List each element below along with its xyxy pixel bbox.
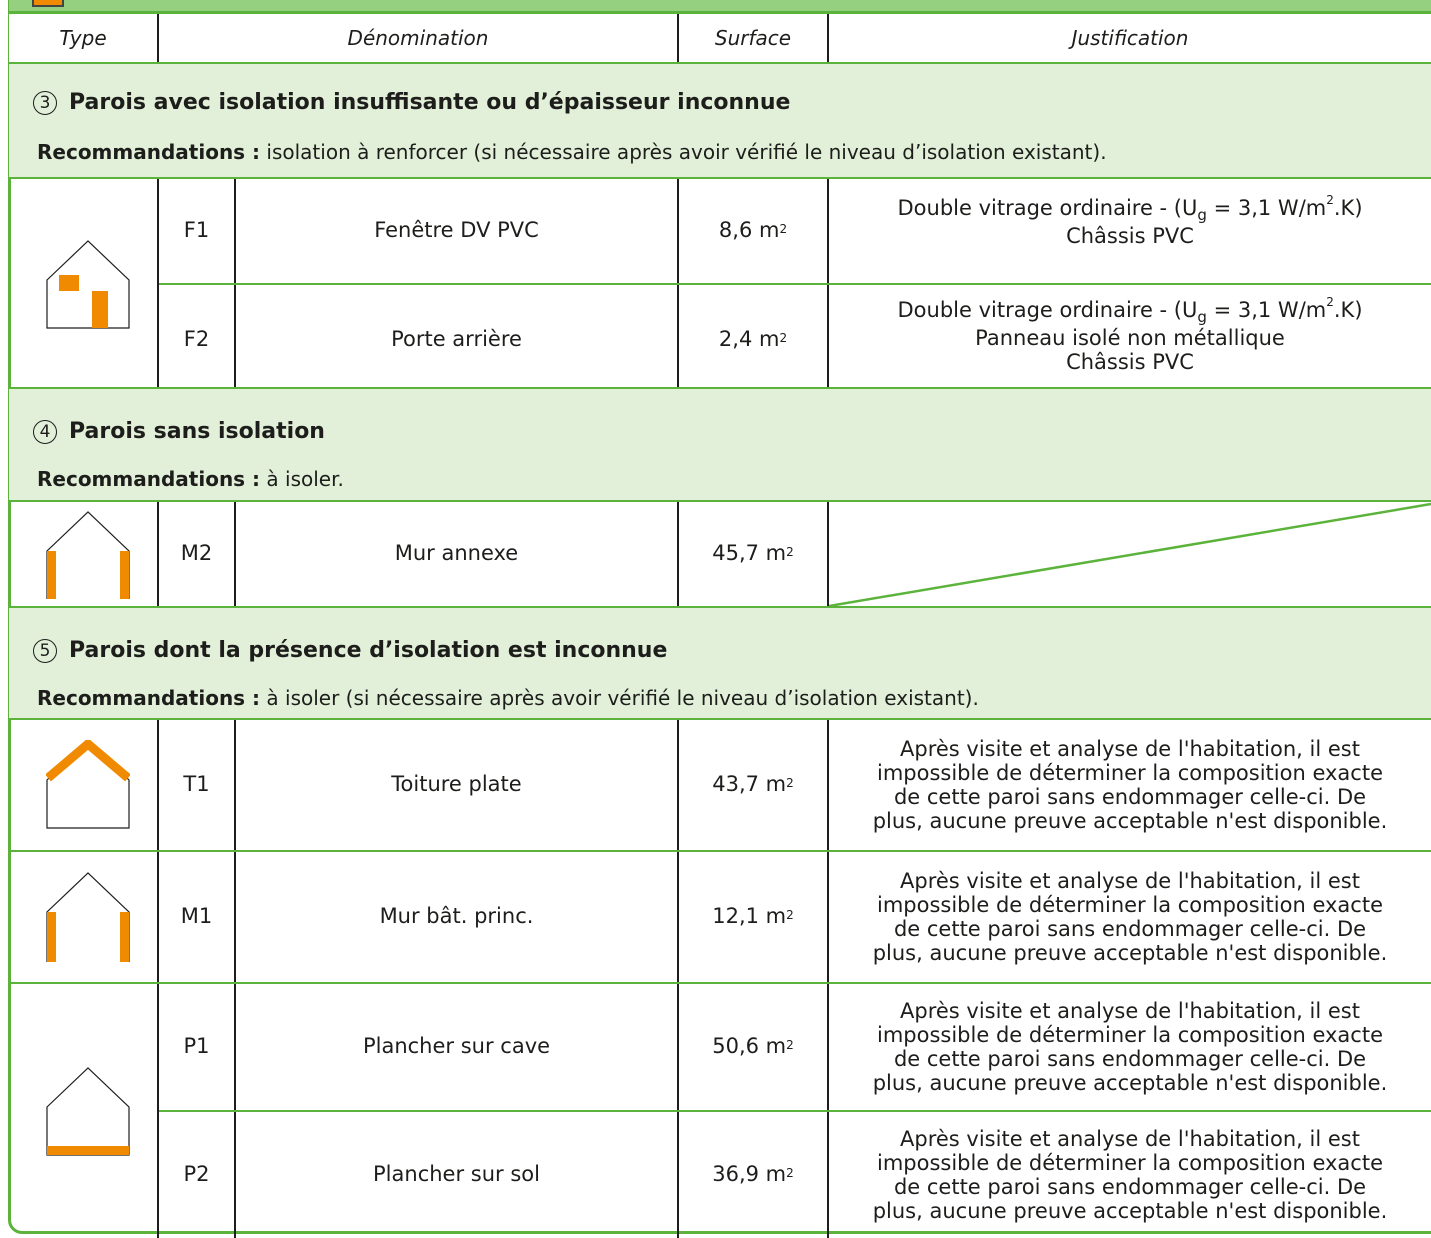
row-p1-name: Plancher sur cave — [362, 1034, 551, 1059]
row-m2-name: Mur annexe — [394, 541, 519, 566]
wall-house-icon — [46, 511, 130, 599]
row-t1-surface: 43,7 m $^2$ — [712, 772, 794, 797]
wall-house-icon — [46, 872, 130, 962]
section-4-recommendation: Recommandations : à isoler. — [37, 467, 344, 491]
header-type: Type — [59, 26, 107, 50]
row-f1-code: F1 — [183, 218, 210, 243]
header-justification: Justification — [1071, 26, 1189, 50]
section-4-number: 4 — [33, 420, 57, 444]
section-4 — [9, 389, 1431, 500]
section-3-title: 3 Parois avec isolation insuffisante ou d’épaisseur inconnue — [33, 90, 790, 115]
row-t1-code: T1 — [183, 772, 210, 797]
section-5-title: 5 Parois dont la présence d’isolation est inconnue — [33, 638, 667, 663]
row-p1-code: P1 — [183, 1034, 210, 1059]
row-t1-justification: Après visite et analyse de l'habitation, il est impossible de déterminer la composition exacte de cette paroi sans endommager celle-ci. De plus, aucune preuve acceptable n'est disponible. — [872, 736, 1388, 834]
roof-house-icon — [46, 740, 130, 830]
row-p1-surface: 50,6 m $^2$ — [712, 1034, 794, 1059]
row-f1-name: Fenêtre DV PVC — [374, 218, 539, 243]
table-header-row — [9, 14, 1431, 62]
row-m1-surface: 12,1 m $^2$ — [712, 904, 794, 929]
section-3-number: 3 — [33, 91, 57, 115]
section-5-number: 5 — [33, 639, 57, 663]
row-p2-name: Plancher sur sol — [373, 1162, 540, 1187]
row-f2-code: F2 — [183, 327, 210, 352]
row-m2-surface: 45,7 m $^2$ — [712, 541, 794, 566]
row-f2-surface: 2,4 m $^2$ — [718, 327, 788, 352]
header-surface: Surface — [714, 26, 792, 50]
row-p2-justification: Après visite et analyse de l'habitation, il est impossible de déterminer la composition exacte de cette paroi sans endommager celle-ci. De plus, aucune preuve acceptable n'est disponible. — [872, 1126, 1388, 1224]
row-m1-code: M1 — [180, 904, 213, 929]
header-denomination: Dénomination — [347, 26, 489, 50]
section-3 — [9, 64, 1431, 177]
row-f2-name: Porte arrière — [391, 327, 522, 352]
floor-house-icon — [46, 1067, 130, 1157]
row-p2-surface: 36,9 m $^2$ — [712, 1162, 794, 1187]
section-5-recommendation: Recommandations : à isoler (si nécessaire après avoir vérifié le niveau d’isolation existant). — [37, 686, 979, 710]
top-banner — [9, 0, 1431, 14]
row-t1-name: Toiture plate — [391, 772, 522, 797]
row-m1-justification: Après visite et analyse de l'habitation, il est impossible de déterminer la composition exacte de cette paroi sans endommager celle-ci. De plus, aucune preuve acceptable n'est disponible. — [872, 868, 1388, 966]
section-3-recommendation: Recommandations : isolation à renforcer (si nécessaire après avoir vérifié le niveau d’isolation existant). — [37, 140, 1107, 164]
row-f1-justification: Double vitrage ordinaire - ($U_g = 3,1$ $W/m^2.K$) Châssis PVC — [897, 192, 1363, 249]
section-5 — [9, 608, 1431, 718]
top-orange-icon — [32, 0, 64, 7]
row-m1-name: Mur bât. princ. — [379, 904, 534, 929]
row-f2-justification: Double vitrage ordinaire - ($U_g = 3,1$ $W/m^2.K$) Panneau isolé non métallique Châssis PVC — [897, 294, 1363, 375]
row-p2-code: P2 — [183, 1162, 210, 1187]
section-4-title: 4 Parois sans isolation — [33, 419, 325, 444]
row-f1-surface: 8,6 m $^2$ — [718, 218, 788, 243]
row-m2-justification-empty — [829, 502, 1431, 606]
window-door-house-icon — [46, 240, 130, 330]
row-m2-code: M2 — [180, 541, 213, 566]
row-p1-justification: Après visite et analyse de l'habitation, il est impossible de déterminer la composition exacte de cette paroi sans endommager celle-ci. De plus, aucune preuve acceptable n'est disponible. — [872, 998, 1388, 1096]
